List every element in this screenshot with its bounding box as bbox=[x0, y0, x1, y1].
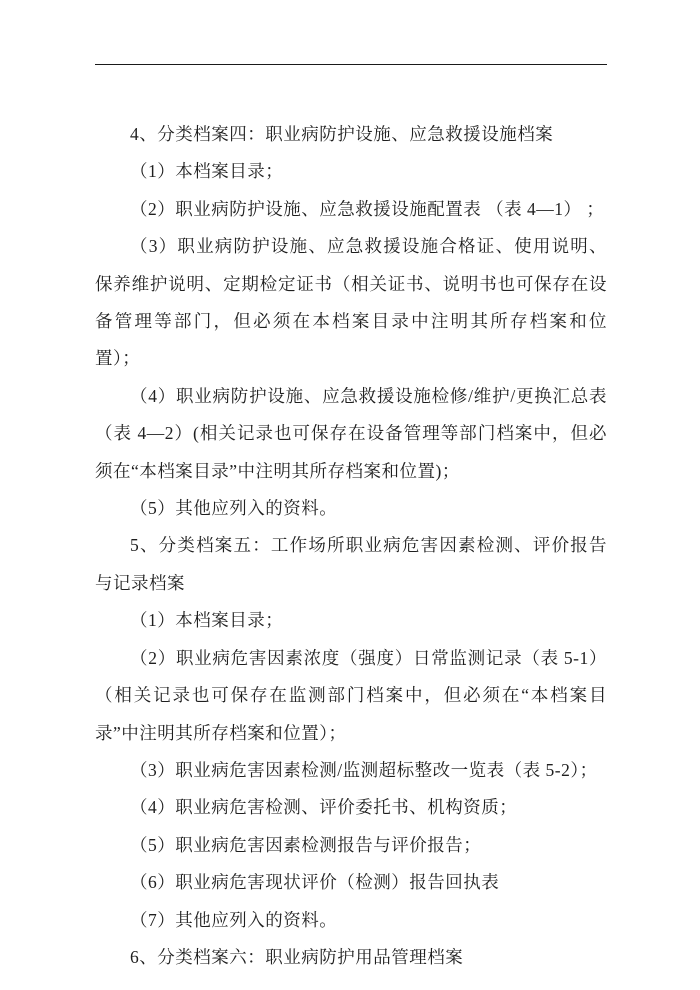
paragraph: （1）本档案目录； bbox=[130, 161, 284, 182]
header-divider-line bbox=[95, 64, 607, 65]
paragraph: （1）本档案目录； bbox=[130, 610, 284, 631]
paragraph: （4）职业病危害检测、评价委托书、机构资质； bbox=[130, 797, 518, 818]
paragraph: （7）其他应列入的资料。 bbox=[130, 909, 338, 930]
paragraph: （3）职业病防护设施、应急救援设施合格证、使用说明、保养维护说明、定期检定证书（相关证书、说明书也可保存在设备管理等部门，但必须在本档案目录中注明其所存档案和位置）； bbox=[95, 236, 607, 369]
paragraph: 6、分类档案六：职业病防护用品管理档案 bbox=[130, 946, 464, 967]
paragraph: （2）职业病防护设施、应急救援设施配置表 （表 4—1） ； bbox=[130, 198, 605, 219]
paragraph: （4）职业病防护设施、应急救援设施检修/维护/更换汇总表（表 4—2）(相关记录也可保存在设备管理等部门档案中，但必须在“本档案目录”中注明其所存档案和位置)； bbox=[95, 385, 607, 481]
paragraph: （5）其他应列入的资料。 bbox=[130, 498, 338, 519]
paragraph: （2）职业病危害因素浓度（强度）日常监测记录（表 5-1）（相关记录也可保存在监测部门档案中，但必须在“本档案目录”中注明其所存档案和位置）； bbox=[95, 647, 607, 743]
paragraph: （3）职业病危害因素检测/监测超标整改一览表（表 5-2）； bbox=[130, 759, 598, 780]
document-body-text bbox=[95, 116, 607, 976]
paragraph: （6）职业病危害现状评价（检测）报告回执表 bbox=[130, 872, 500, 893]
paragraph: 4、分类档案四：职业病防护设施、应急救援设施档案 bbox=[130, 124, 554, 144]
paragraph: （5）职业病危害因素检测报告与评价报告； bbox=[130, 834, 482, 855]
paragraph: 5、分类档案五：工作场所职业病危害因素检测、评价报告与记录档案 bbox=[95, 535, 607, 593]
